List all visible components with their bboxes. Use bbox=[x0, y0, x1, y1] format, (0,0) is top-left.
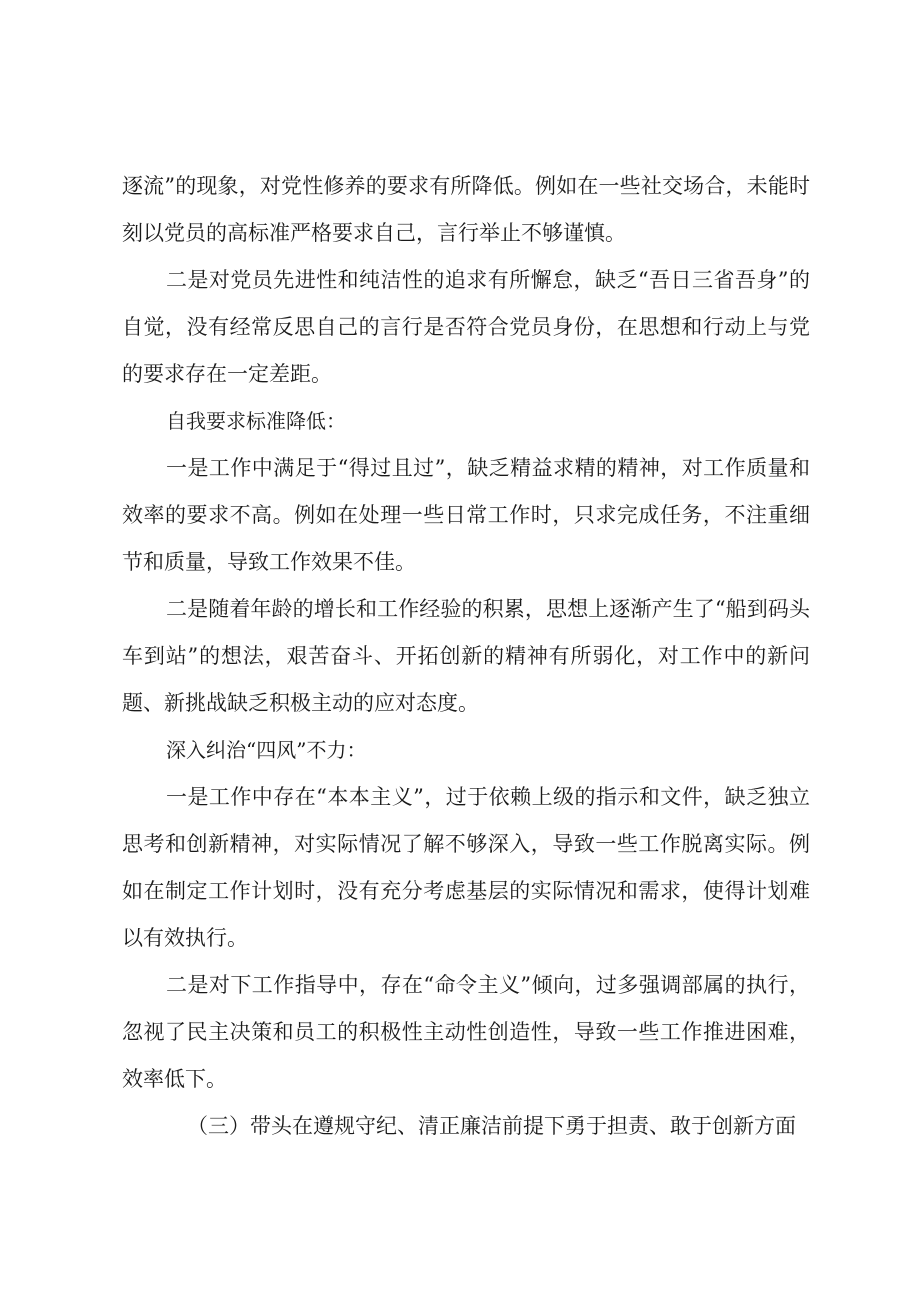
section-heading-three: （三）带头在遵规守纪、清正廉洁前提下勇于担责、敢于创新方面 bbox=[187, 1114, 796, 1138]
paragraph-commandism: 二是对下工作指导中，存在“命令主义”倾向，过多强调部属的执行，忽视了民主决策和员工的积极性主动性创造性，导致一些工作推进困难，效率低下。 bbox=[122, 973, 810, 1091]
paragraph-continuation: 逐流”的现象，对党性修养的要求有所降低。例如在一些社交场合，未能时刻以党员的高标准严格要求自己，言行举止不够谨慎。 bbox=[122, 174, 810, 245]
section-heading-self-standards: 自我要求标准降低： bbox=[166, 409, 346, 433]
paragraph-experience-complacency: 二是随着年龄的增长和工作经验的积累，思想上逐渐产生了“船到码头车到站”的想法，艰苦奋斗、开拓创新的精神有所弱化，对工作中的新问题、新挑战缺乏积极主动的应对态度。 bbox=[122, 597, 810, 715]
section-heading-four-winds: 深入纠治“四风”不力： bbox=[166, 738, 367, 762]
paragraph-bookism: 一是工作中存在“本本主义”，过于依赖上级的指示和文件，缺乏独立思考和创新精神，对实际情况了解不够深入，导致一些工作脱离实际。例如在制定工作计划时，没有充分考虑基层的实际情况和需求，使得计划难以有效执行。 bbox=[122, 785, 810, 950]
document-body bbox=[122, 163, 810, 1150]
paragraph-purity-pursuit: 二是对党员先进性和纯洁性的追求有所懈怠，缺乏“吾日三省吾身”的自觉，没有经常反思自己的言行是否符合党员身份，在思想和行动上与党的要求存在一定差距。 bbox=[122, 268, 810, 386]
paragraph-work-quality: 一是工作中满足于“得过且过”，缺乏精益求精的精神，对工作质量和效率的要求不高。例如在处理一些日常工作时，只求完成任务，不注重细节和质量，导致工作效果不佳。 bbox=[122, 456, 810, 574]
